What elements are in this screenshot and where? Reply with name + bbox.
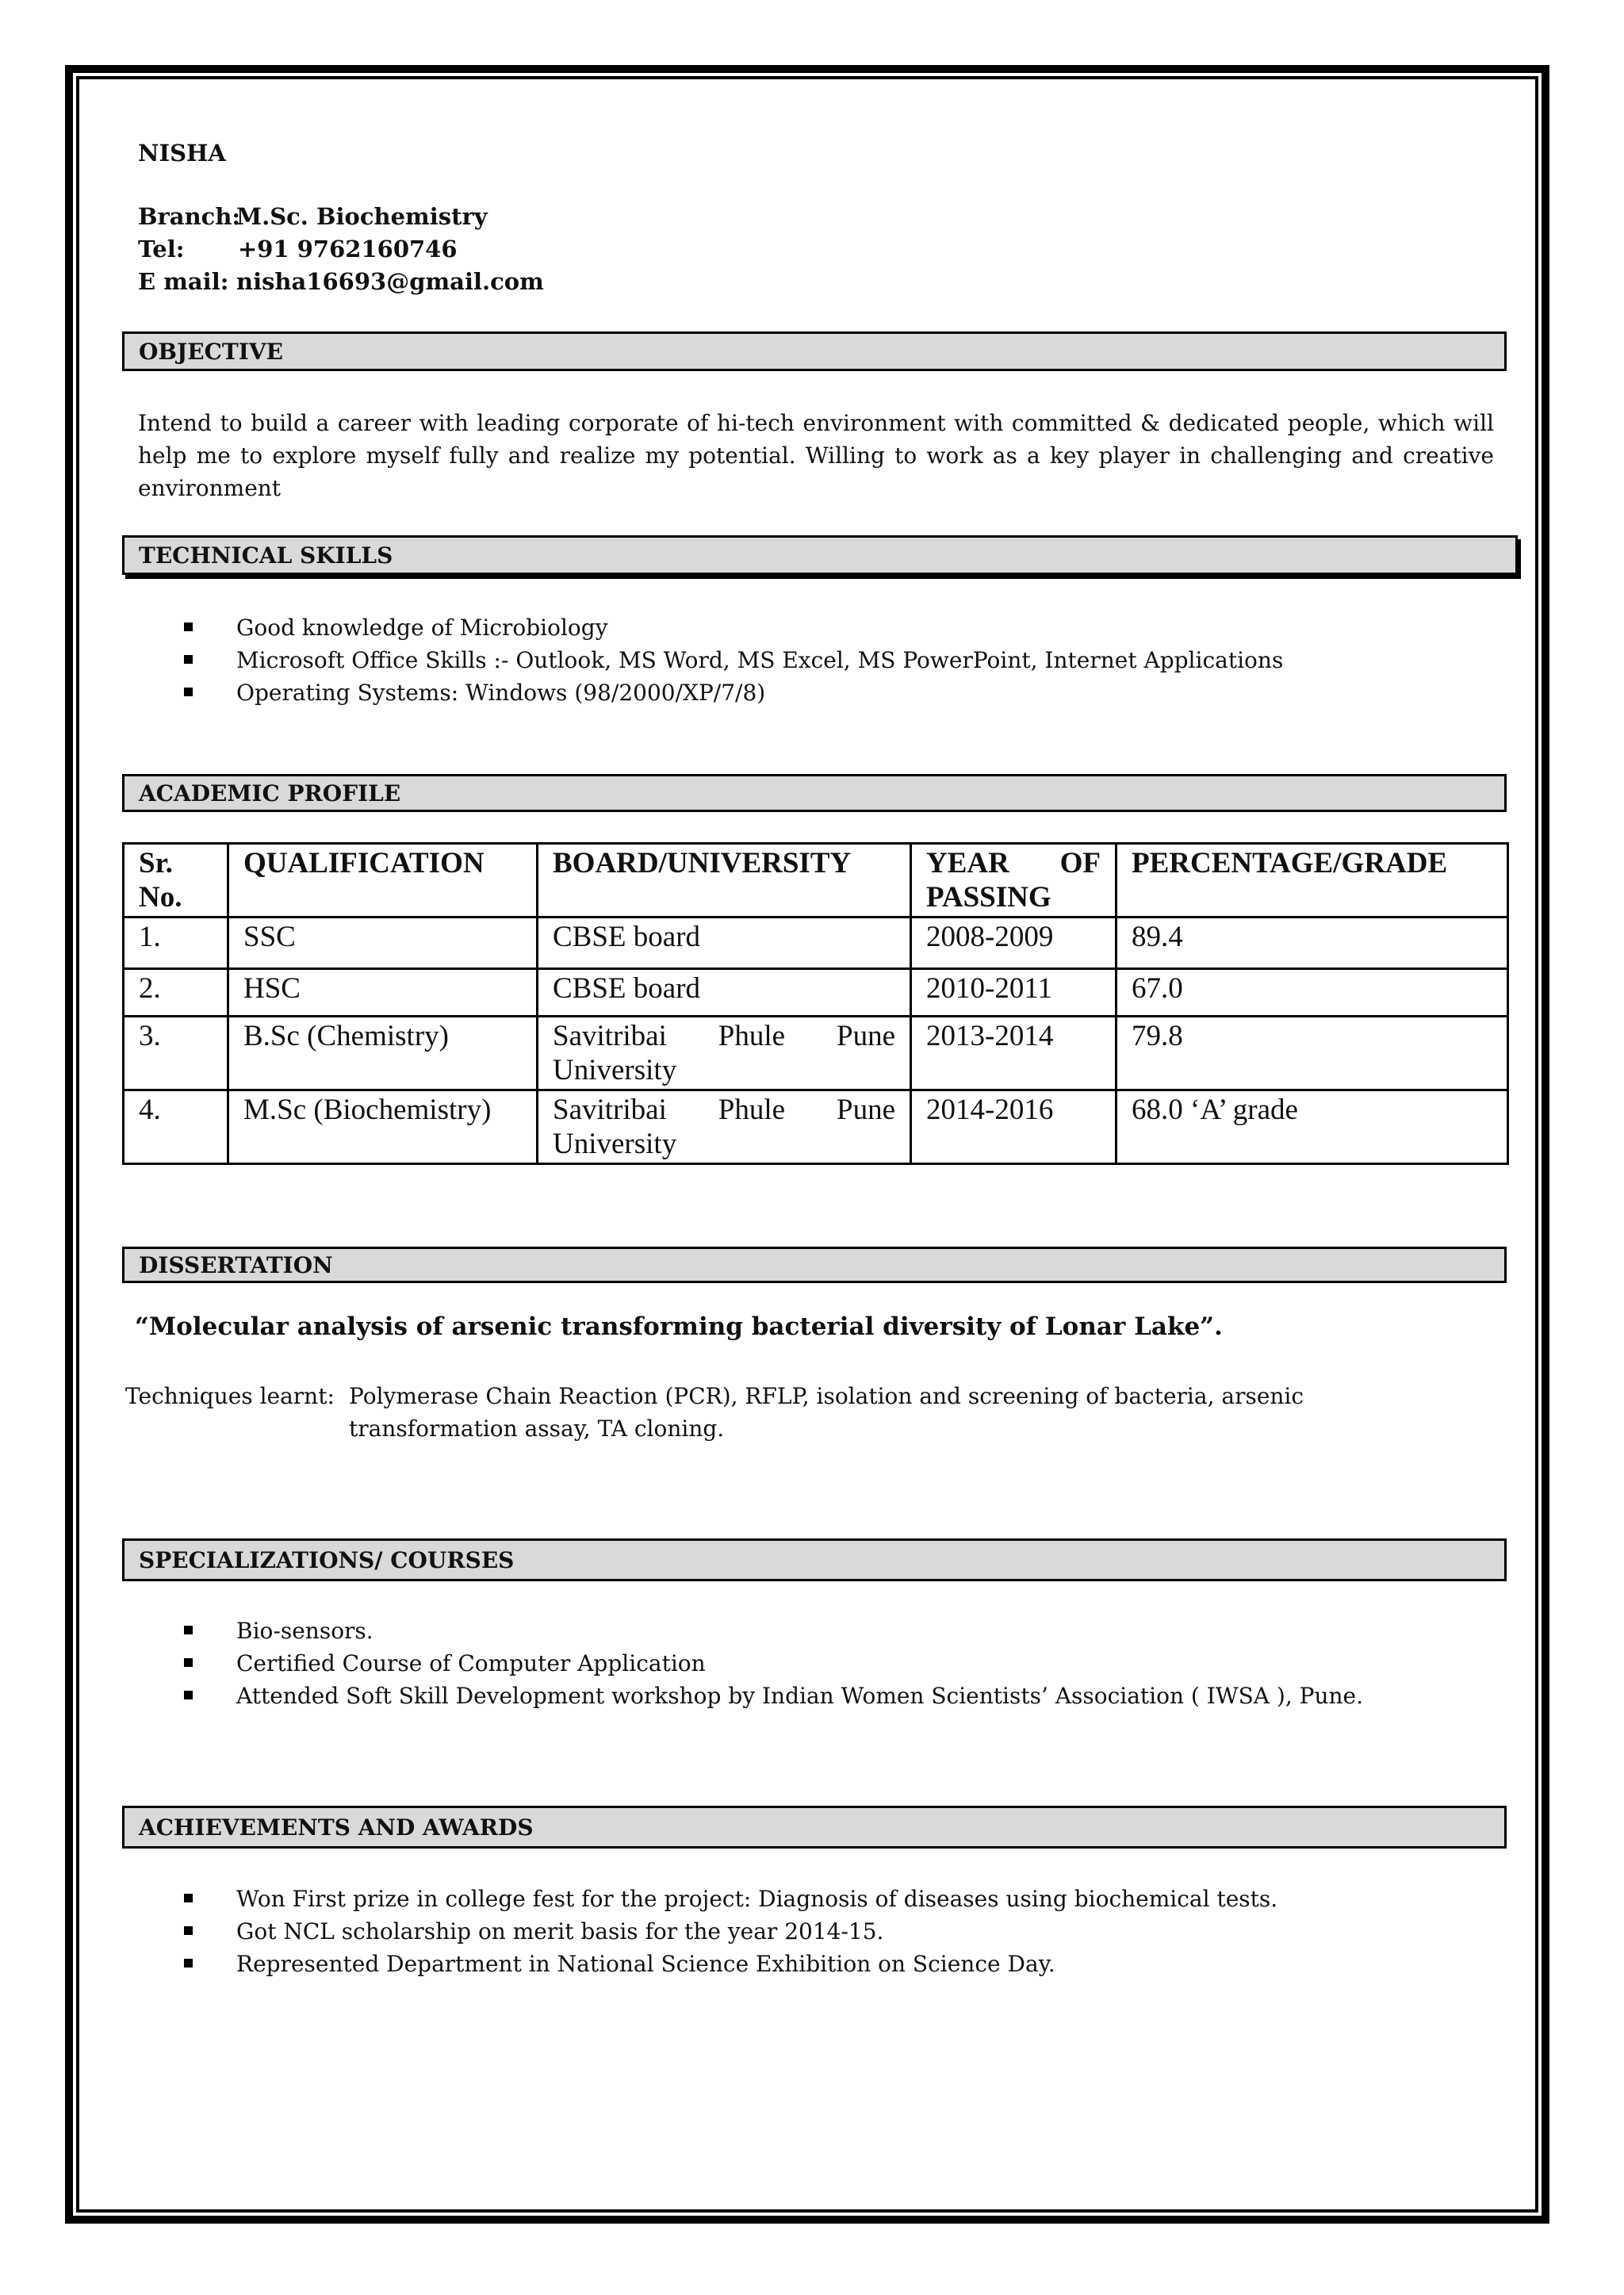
branch-row	[138, 203, 488, 230]
specializations-list	[184, 1615, 1363, 1712]
bullet-square-icon	[184, 1691, 193, 1699]
table-header-row	[124, 844, 1508, 918]
list-item: Bio-sensors.	[184, 1615, 1363, 1647]
bullet-square-icon	[184, 623, 193, 631]
email-value: nisha16693@gmail.com	[236, 268, 544, 295]
list-item: Got NCL scholarship on merit basis for the year 2014-15.	[184, 1915, 1277, 1948]
specializations-heading: SPECIALIZATIONS/ COURSES	[122, 1538, 1507, 1581]
list-item: Microsoft Office Skills :- Outlook, MS Word, MS Excel, MS PowerPoint, Internet Applications	[184, 644, 1283, 676]
achievements-list	[184, 1883, 1277, 1980]
techniques-line-2: transformation assay, TA cloning.	[349, 1416, 725, 1442]
technical-skills-list	[184, 611, 1283, 709]
technical-skills-heading: TECHNICAL SKILLS	[122, 535, 1518, 575]
table-row: 2. HSC CBSE board 2010-2011 67.0	[124, 969, 1508, 1017]
column-header: Sr. No.	[124, 844, 228, 918]
candidate-name: NISHA	[138, 140, 226, 167]
objective-text: Intend to build a career with leading corporate of hi-tech environment with committed & dedicated people, which will help me to explore myself fully and realize my potential. Willing to work as a key player in challenging and creative environment	[138, 410, 1494, 501]
bullet-square-icon	[184, 655, 193, 664]
bullet-square-icon	[184, 1959, 193, 1967]
column-header: PERCENTAGE/GRADE	[1116, 844, 1508, 918]
column-header: BOARD/UNIVERSITY	[538, 844, 911, 918]
list-item: Certified Course of Computer Application	[184, 1647, 1363, 1680]
bullet-square-icon	[184, 1894, 193, 1902]
list-item: Good knowledge of Microbiology	[184, 611, 1283, 644]
branch-label: Branch:	[138, 203, 241, 230]
bullet-square-icon	[184, 688, 193, 696]
techniques-line-1: Polymerase Chain Reaction (PCR), RFLP, isolation and screening of bacteria, arsenic	[349, 1383, 1304, 1409]
dissertation-heading: DISSERTATION	[122, 1247, 1507, 1283]
column-header: QUALIFICATION	[228, 844, 538, 918]
table-row: 4. M.Sc (Biochemistry) Savitribai Phule Pune University 2014-2016 68.0 ‘A’ grade	[124, 1090, 1508, 1164]
bullet-square-icon	[184, 1626, 193, 1634]
dissertation-title: “Molecular analysis of arsenic transforming bacterial diversity of Lonar Lake”.	[135, 1312, 1223, 1341]
list-item: Represented Department in National Science Exhibition on Science Day.	[184, 1948, 1277, 1980]
branch-value: M.Sc. Biochemistry	[236, 203, 488, 230]
tel-value: +91 9762160746	[238, 236, 458, 262]
academic-table	[122, 842, 1509, 1165]
email-label: E mail:	[138, 268, 229, 295]
table-row: 3. B.Sc (Chemistry) Savitribai Phule Pune University 2013-2014 79.8	[124, 1017, 1508, 1090]
list-item: Attended Soft Skill Development workshop by Indian Women Scientists’ Association ( IWSA ), Pune.	[184, 1680, 1363, 1712]
bullet-square-icon	[184, 1658, 193, 1667]
techniques-label: Techniques learnt:	[125, 1383, 335, 1409]
list-item: Operating Systems: Windows (98/2000/XP/7/8)	[184, 676, 1283, 709]
list-item: Won First prize in college fest for the project: Diagnosis of diseases using biochemical tests.	[184, 1883, 1277, 1915]
email-row	[138, 268, 544, 295]
column-header: YEAR OF PASSING	[911, 844, 1116, 918]
table-row: 1. SSC CBSE board 2008-2009 89.4	[124, 918, 1508, 969]
techniques-learnt	[125, 1380, 1304, 1445]
objective-heading: OBJECTIVE	[122, 331, 1507, 371]
achievements-heading: ACHIEVEMENTS AND AWARDS	[122, 1806, 1507, 1849]
bullet-square-icon	[184, 1926, 193, 1935]
academic-profile-heading: ACADEMIC PROFILE	[122, 774, 1507, 812]
tel-row	[138, 236, 458, 262]
tel-label: Tel:	[138, 236, 185, 262]
